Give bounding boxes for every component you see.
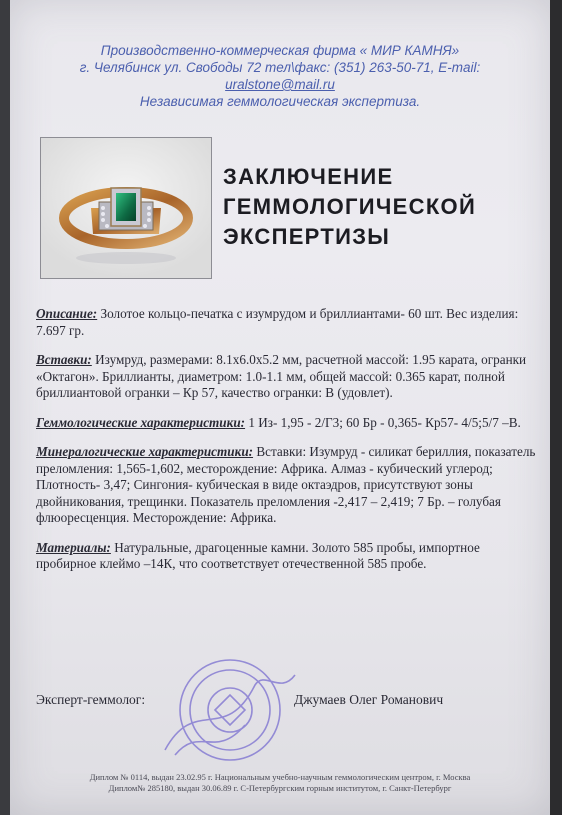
document-title <box>223 162 476 252</box>
materials-text: Натуральные, драгоценные камни. Золото 585 пробы, импортное пробирное клеймо –14К, что соответствует отечественной 585 пробе. <box>36 539 480 571</box>
materials-section <box>36 540 542 573</box>
company-header <box>10 42 550 110</box>
company-name: Производственно-коммерческая фирма « МИР КАМНЯ» <box>100 43 460 58</box>
mineral-section <box>36 444 542 527</box>
description-label: Описание: <box>36 306 98 321</box>
description-section <box>36 306 542 339</box>
expert-label: Эксперт-геммолог: <box>36 692 146 707</box>
gem-section <box>36 415 542 432</box>
ring-image <box>41 138 211 278</box>
title-line-3: ЭКСПЕРТИЗЫ <box>223 224 391 249</box>
background-right <box>550 0 562 815</box>
company-email: uralstone@mail.ru <box>225 77 335 92</box>
gem-label: Геммологические характеристики: <box>36 414 246 430</box>
gem-text: 1 Из- 1,95 - 2/Г3; 60 Бр - 0,365- Кр57- 4/5;5/7 –В. <box>245 414 521 430</box>
seal-stamp <box>155 655 305 765</box>
diplomas-footer <box>10 772 550 794</box>
ring-photo <box>40 137 212 279</box>
description-text: Золотое кольцо-печатка с изумрудом и бриллиантами- 60 шт. Вес изделия: 7.697 гр. <box>36 306 519 338</box>
company-tagline: Независимая геммологическая экспертиза. <box>139 94 421 109</box>
mineral-text: Вставки: Изумруд - силикат бериллия, показатель преломления: 1,565-1,602, месторождение: Африка. Алмаз - кубический углерод; Плотность- 3,47; Сингония- кубическая в виде октаэдров, присутствуют зоны двойникования, трещинки. Показатель преломления -2,417 – 2,419; 7 Бр. – голубая флюоресценция. Месторождение: Африка. <box>36 444 536 525</box>
materials-label: Материалы: <box>36 539 111 555</box>
mineral-label: Минералогические характеристики: <box>36 444 254 459</box>
inserts-label: Вставки: <box>36 352 92 367</box>
title-line-1: ЗАКЛЮЧЕНИЕ <box>223 164 394 189</box>
certificate-page <box>10 0 550 815</box>
title-line-2: ГЕММОЛОГИЧЕСКОЙ <box>223 194 477 219</box>
inserts-section <box>36 352 542 402</box>
certificate-body <box>36 306 542 586</box>
company-address: г. Челябинск ул. Свободы 72 тел\факс: (351) 263-50-71, E-mail: <box>79 60 481 75</box>
diploma-line-1: Диплом № 0114, выдан 23.02.95 г. Национальным учебно-научным геммологическим центром, г. Москва <box>89 772 471 782</box>
inserts-text: Изумруд, размерами: 8.1х6.0х5.2 мм, расчетной массой: 1.95 карата, огранки «Октагон». Бриллианты, диаметром: 1.0-1.1 мм, общей массой: 0.365 карат, полной бриллиантовой огранки – Кр 57, качество огранки: В (удовлет). <box>36 352 527 400</box>
expert-name: Джумаев Олег Романович <box>294 692 444 707</box>
diploma-line-2: Диплом№ 285180, выдан 30.06.89 г. С-Петербургским горным институтом, г. Санкт-Петербург <box>108 783 452 793</box>
